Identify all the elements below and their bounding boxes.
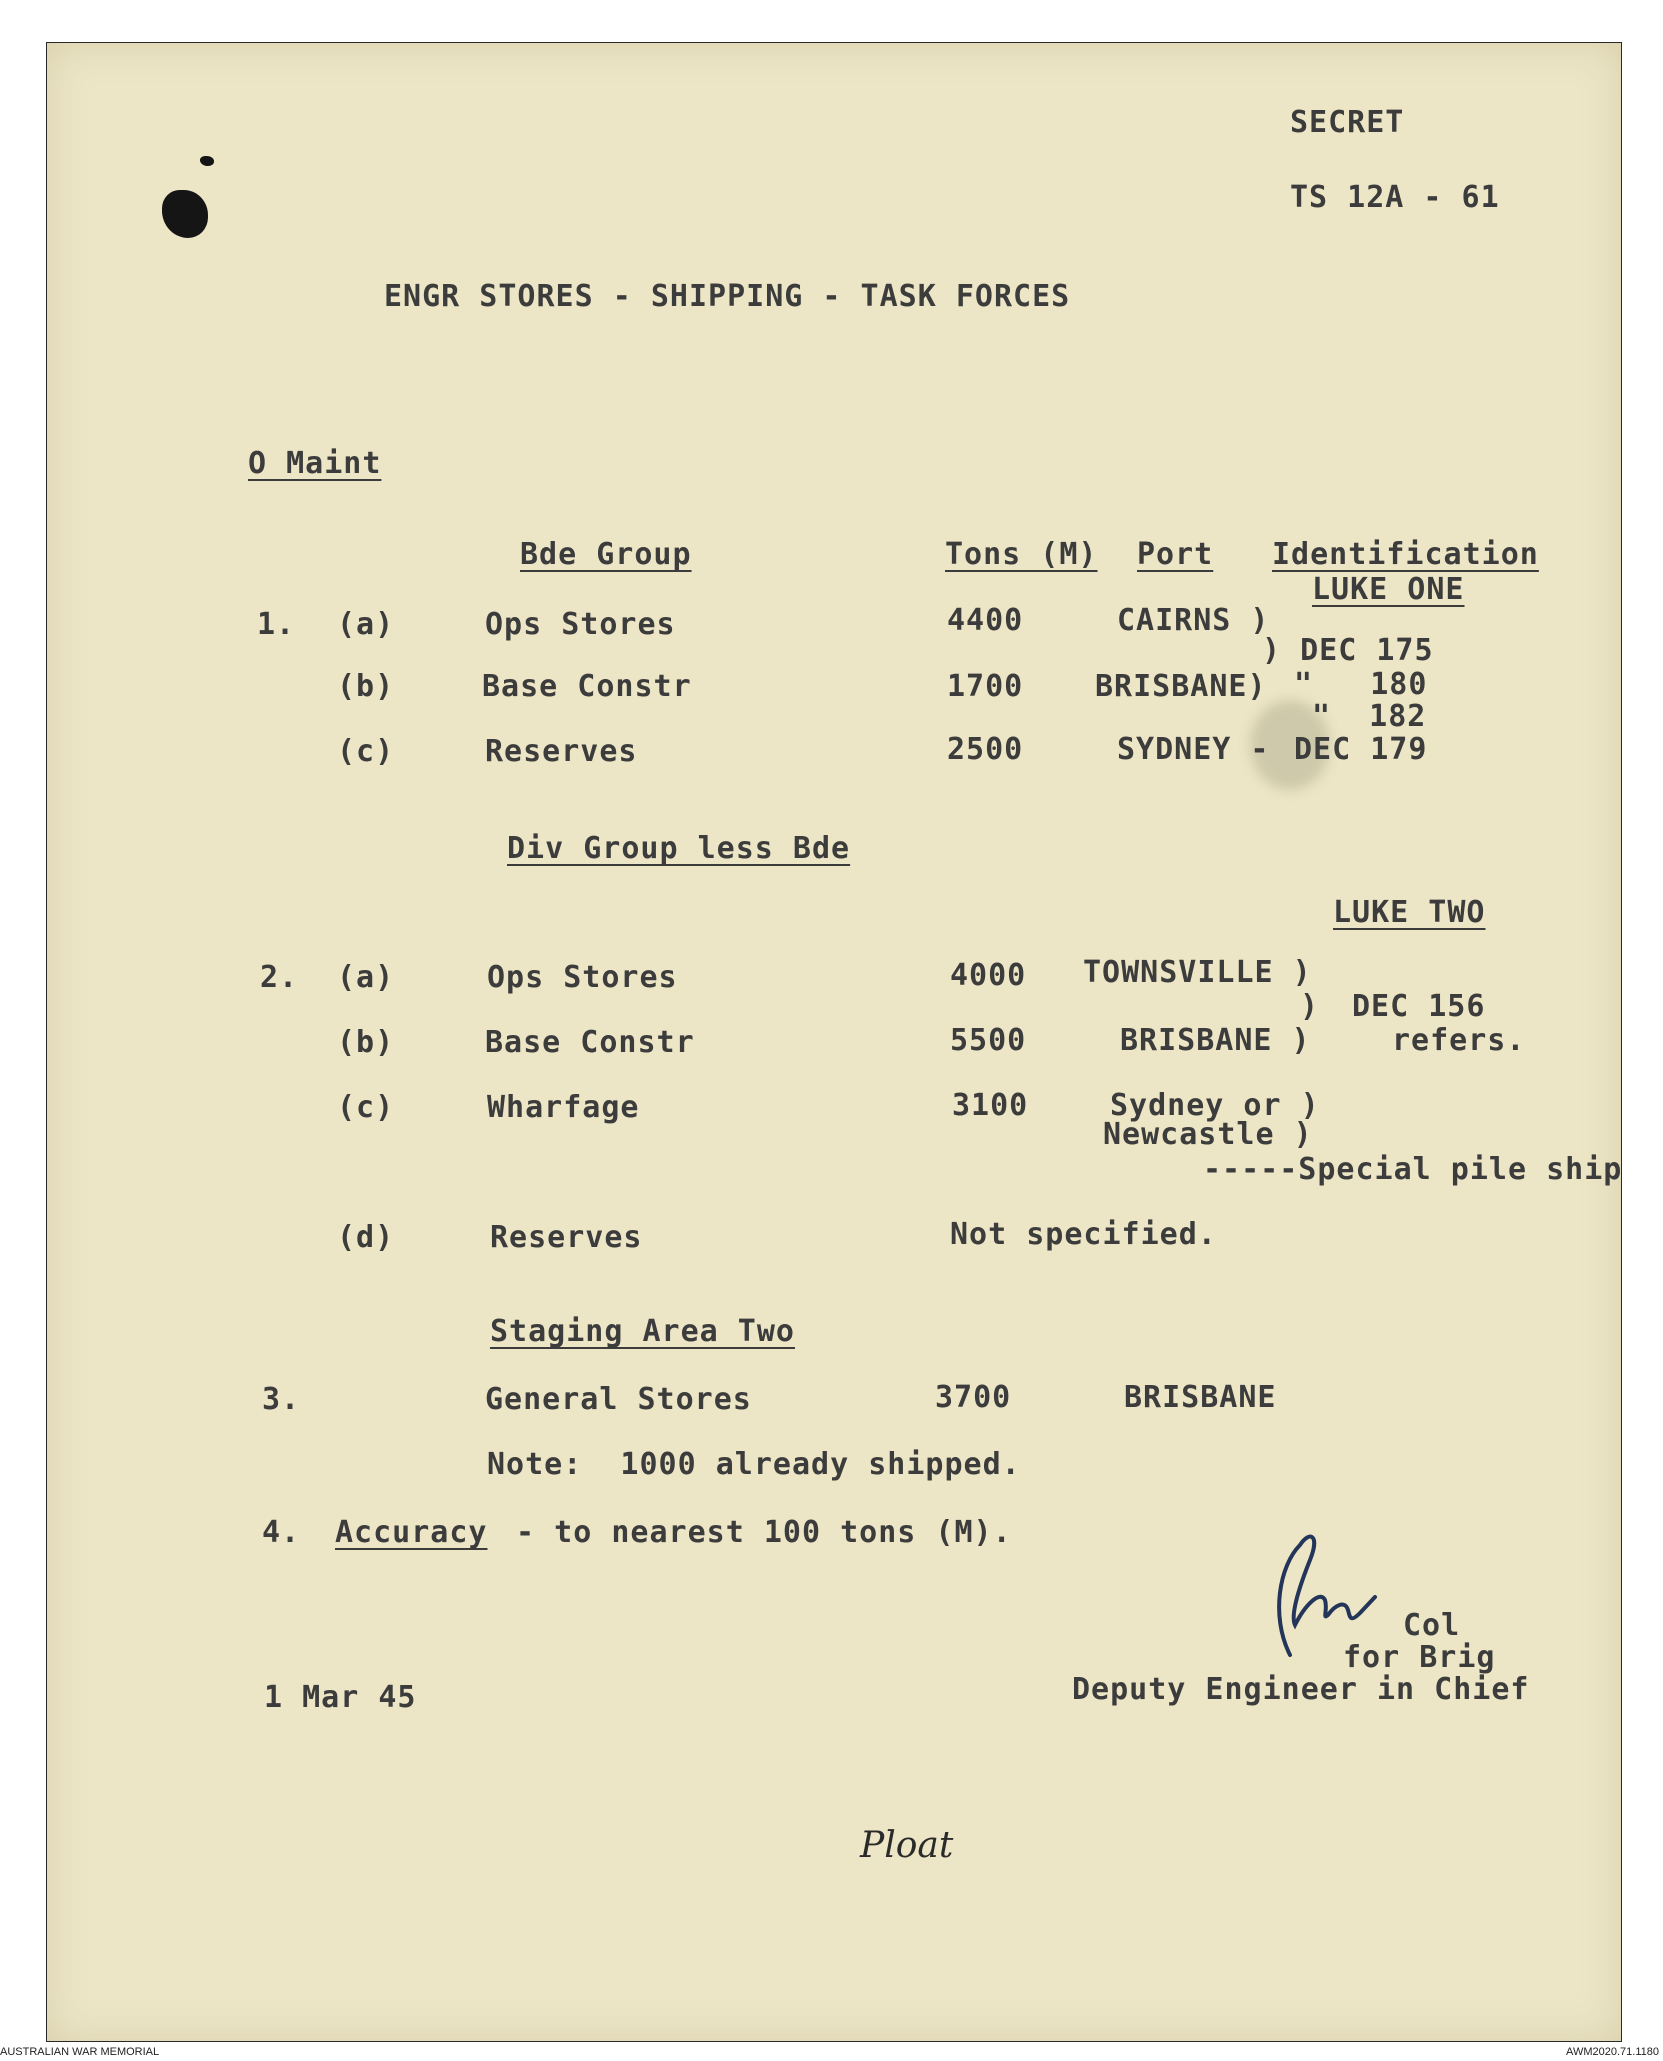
row-letter: (b) — [337, 669, 395, 704]
signature-for: for Brig — [1343, 1640, 1496, 1675]
accuracy-label: Accuracy — [335, 1515, 488, 1550]
row-ref: " 180 — [1294, 667, 1428, 702]
ref-line: refers. — [1392, 1023, 1526, 1058]
row-letter: (a) — [337, 960, 395, 995]
accuracy-text: - to nearest 100 tons (M). — [497, 1515, 1012, 1550]
subheading: O Maint — [248, 446, 382, 481]
item-number: 3. — [262, 1382, 301, 1417]
row-item: General Stores — [485, 1382, 752, 1417]
handwritten-note: Ploat — [860, 1825, 954, 1866]
row-port: BRISBANE ) — [1120, 1023, 1311, 1058]
footer-source: AUSTRALIAN WAR MEMORIAL — [0, 2046, 160, 2058]
ident-label-luke-one: LUKE ONE — [1312, 572, 1465, 607]
row-letter: (b) — [337, 1025, 395, 1060]
ref-line: DEC 156 — [1352, 989, 1486, 1024]
row-port: TOWNSVILLE ) — [1083, 955, 1312, 990]
row-letter: (a) — [337, 607, 395, 642]
row-item: Ops Stores — [487, 960, 678, 995]
reference-number: TS 12A - 61 — [1290, 180, 1500, 215]
row-letter: (d) — [337, 1220, 395, 1255]
item-number: 1. — [257, 607, 296, 642]
document-sheet — [46, 42, 1622, 2042]
row-ref: ) DEC 175 — [1262, 633, 1434, 668]
column-header-tons: Tons (M) — [945, 537, 1098, 572]
column-header-group: Bde Group — [520, 537, 692, 572]
row-tons: Not specified. — [950, 1217, 1217, 1252]
row-tons: 3100 — [952, 1088, 1029, 1123]
row-letter: (c) — [337, 734, 395, 769]
row-tons: 4000 — [950, 958, 1027, 993]
ref-bracket: ) — [1300, 989, 1320, 1024]
footer-accession: AWM2020.71.1180 — [1566, 2046, 1659, 2058]
signature-rank: Col — [1403, 1608, 1461, 1643]
row-tons: 3700 — [935, 1380, 1012, 1415]
section-heading: Div Group less Bde — [507, 831, 851, 866]
row-port: CAIRNS ) — [1117, 603, 1270, 638]
item-number: 2. — [260, 960, 299, 995]
item-number: 4. — [262, 1515, 301, 1550]
row-item: Wharfage — [487, 1090, 640, 1125]
row-port-line2: Newcastle ) — [1103, 1117, 1313, 1152]
section-heading: Staging Area Two — [490, 1314, 795, 1349]
row-port: BRISBANE) — [1095, 669, 1267, 704]
document-date: 1 Mar 45 — [264, 1680, 417, 1715]
ident-label-luke-two: LUKE TWO — [1333, 895, 1486, 930]
ink-blot-small — [200, 156, 214, 166]
row-ref: " 182 — [1312, 699, 1427, 734]
row-tons: 2500 — [947, 732, 1024, 767]
classification: SECRET — [1290, 105, 1405, 140]
column-header-identification: Identification — [1272, 537, 1539, 572]
document-title: ENGR STORES - SHIPPING - TASK FORCES — [384, 279, 1071, 314]
note: Note: 1000 already shipped. — [487, 1447, 1021, 1482]
row-item: Reserves — [485, 734, 638, 769]
row-port: Sydney or ) — [1110, 1088, 1320, 1123]
row-port: BRISBANE — [1124, 1380, 1277, 1415]
special-note: -----Special pile ship — [1203, 1152, 1623, 1187]
row-letter: (c) — [337, 1090, 395, 1125]
row-item: Base Constr — [485, 1025, 695, 1060]
column-header-port: Port — [1137, 537, 1214, 572]
row-port: SYDNEY - — [1117, 732, 1270, 767]
row-tons: 5500 — [950, 1023, 1027, 1058]
signature-title: Deputy Engineer in Chief — [1072, 1672, 1530, 1707]
row-ref: DEC 179 — [1294, 732, 1428, 767]
row-tons: 4400 — [947, 603, 1024, 638]
row-item: Reserves — [490, 1220, 643, 1255]
row-tons: 1700 — [947, 669, 1024, 704]
row-item: Base Constr — [482, 669, 692, 704]
row-item: Ops Stores — [485, 607, 676, 642]
